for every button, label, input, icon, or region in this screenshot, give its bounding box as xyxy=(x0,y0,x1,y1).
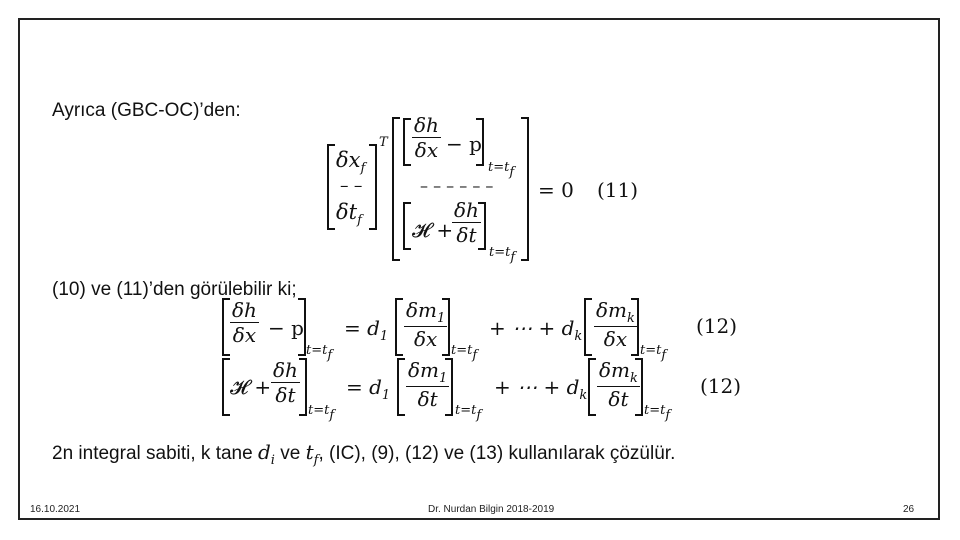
sub-tf-12b-3: t=tf xyxy=(644,403,671,423)
intro-text: Ayrıca (GBC-OC)’den: xyxy=(52,100,241,121)
equals-zero: = 0 xyxy=(538,178,574,202)
left-bracket xyxy=(327,144,335,230)
sub-tf-12a-1: t=tf xyxy=(306,343,333,363)
frac-dm1-dt: $\frac{\delta m_1}{\delta t}$ xyxy=(408,358,448,411)
bracket-r1 xyxy=(298,298,306,356)
frac-dh-dt-12b: $\frac{\delta h}{\delta t}$ xyxy=(273,358,298,407)
final-t-f: $t_f$ xyxy=(305,440,319,468)
final-ve: ve xyxy=(280,443,301,464)
delta-x-f: $\delta x_f$ xyxy=(336,148,366,176)
bracket-l5 xyxy=(397,358,405,416)
bracket-r4 xyxy=(299,358,307,416)
minus-p: − p xyxy=(446,132,482,156)
delta-t-f: $\delta t_f$ xyxy=(336,200,362,228)
final-text-start: 2n integral sabiti, k tane xyxy=(52,443,253,464)
eq-12a-label: (12) xyxy=(696,314,738,338)
H-plus: 𝓗 + xyxy=(412,218,454,242)
outer-right-bracket xyxy=(521,117,529,261)
final-d-i: $d_i$ xyxy=(257,440,275,468)
final-line xyxy=(52,440,675,468)
footer-date: 16.10.2021 xyxy=(30,504,81,515)
long-dashes: – – – – – – xyxy=(420,176,494,195)
final-text-rest: , (IC), (9), (12) ve (13) kullanılarak çözülür. xyxy=(318,443,676,464)
bracket-l6 xyxy=(588,358,596,416)
frac-dh-dt: $\frac{\delta h}{\delta t}$ xyxy=(454,198,479,247)
intro-line-2: (10) ve (11)’den görülebilir ki; xyxy=(52,279,297,300)
bracket-r6 xyxy=(635,358,643,416)
minus-p-12a: − p xyxy=(268,316,304,340)
inner-right-bracket-top xyxy=(476,118,484,166)
small-dashes: – – xyxy=(340,176,363,196)
transpose-T: T xyxy=(379,135,388,150)
outer-left-bracket xyxy=(392,117,400,261)
sub-tf-12a-2: t=tf xyxy=(451,343,478,363)
bracket-r3 xyxy=(631,298,639,356)
bracket-l2 xyxy=(395,298,403,356)
sub-t-eq-tf-bottom: t=tf xyxy=(489,245,516,265)
sub-t-eq-tf-top: t=tf xyxy=(488,160,515,180)
frac-dh-dx-12a: $\frac{\delta h}{\delta x}$ xyxy=(232,298,257,347)
inner-right-bracket-bottom xyxy=(478,202,486,250)
bracket-l1 xyxy=(222,298,230,356)
bracket-l3 xyxy=(584,298,592,356)
bracket-l4 xyxy=(222,358,230,416)
plus-dots-dk-12b: + ⋯ + $d_k$ xyxy=(494,375,588,403)
frac-dh-dx: $\frac{\delta h}{\delta x}$ xyxy=(414,113,439,162)
frac-dmk-dx: $\delta m_k$ δx xyxy=(596,298,635,351)
footer-page-number: 26 xyxy=(903,504,915,515)
eq-d1-12a: = $d_1$ xyxy=(344,316,389,344)
eq-d1-12b: = $d_1$ xyxy=(346,375,391,403)
sub-tf-12a-3: t=tf xyxy=(640,343,667,363)
frac-dmk-dt: $\delta m_k$ δt xyxy=(599,358,638,411)
frac-dm1-dx: $\frac{\delta m_1}{\delta x}$ xyxy=(406,298,446,351)
H-plus-12b: 𝓗 + xyxy=(230,375,272,399)
sub-tf-12b-2: t=tf xyxy=(455,403,482,423)
bracket-r5 xyxy=(445,358,453,416)
right-bracket xyxy=(369,144,377,230)
eq-11-label: (11) xyxy=(597,178,639,202)
plus-dots-dk-12a: + ⋯ + $d_k$ xyxy=(489,316,583,344)
eq-12b-label: (12) xyxy=(700,374,742,398)
sub-tf-12b-1: t=tf xyxy=(308,403,335,423)
inner-left-bracket-bottom xyxy=(403,202,411,250)
footer-author: Dr. Nurdan Bilgin 2018-2019 xyxy=(428,504,555,515)
inner-left-bracket-top xyxy=(403,118,411,166)
bracket-r2 xyxy=(442,298,450,356)
